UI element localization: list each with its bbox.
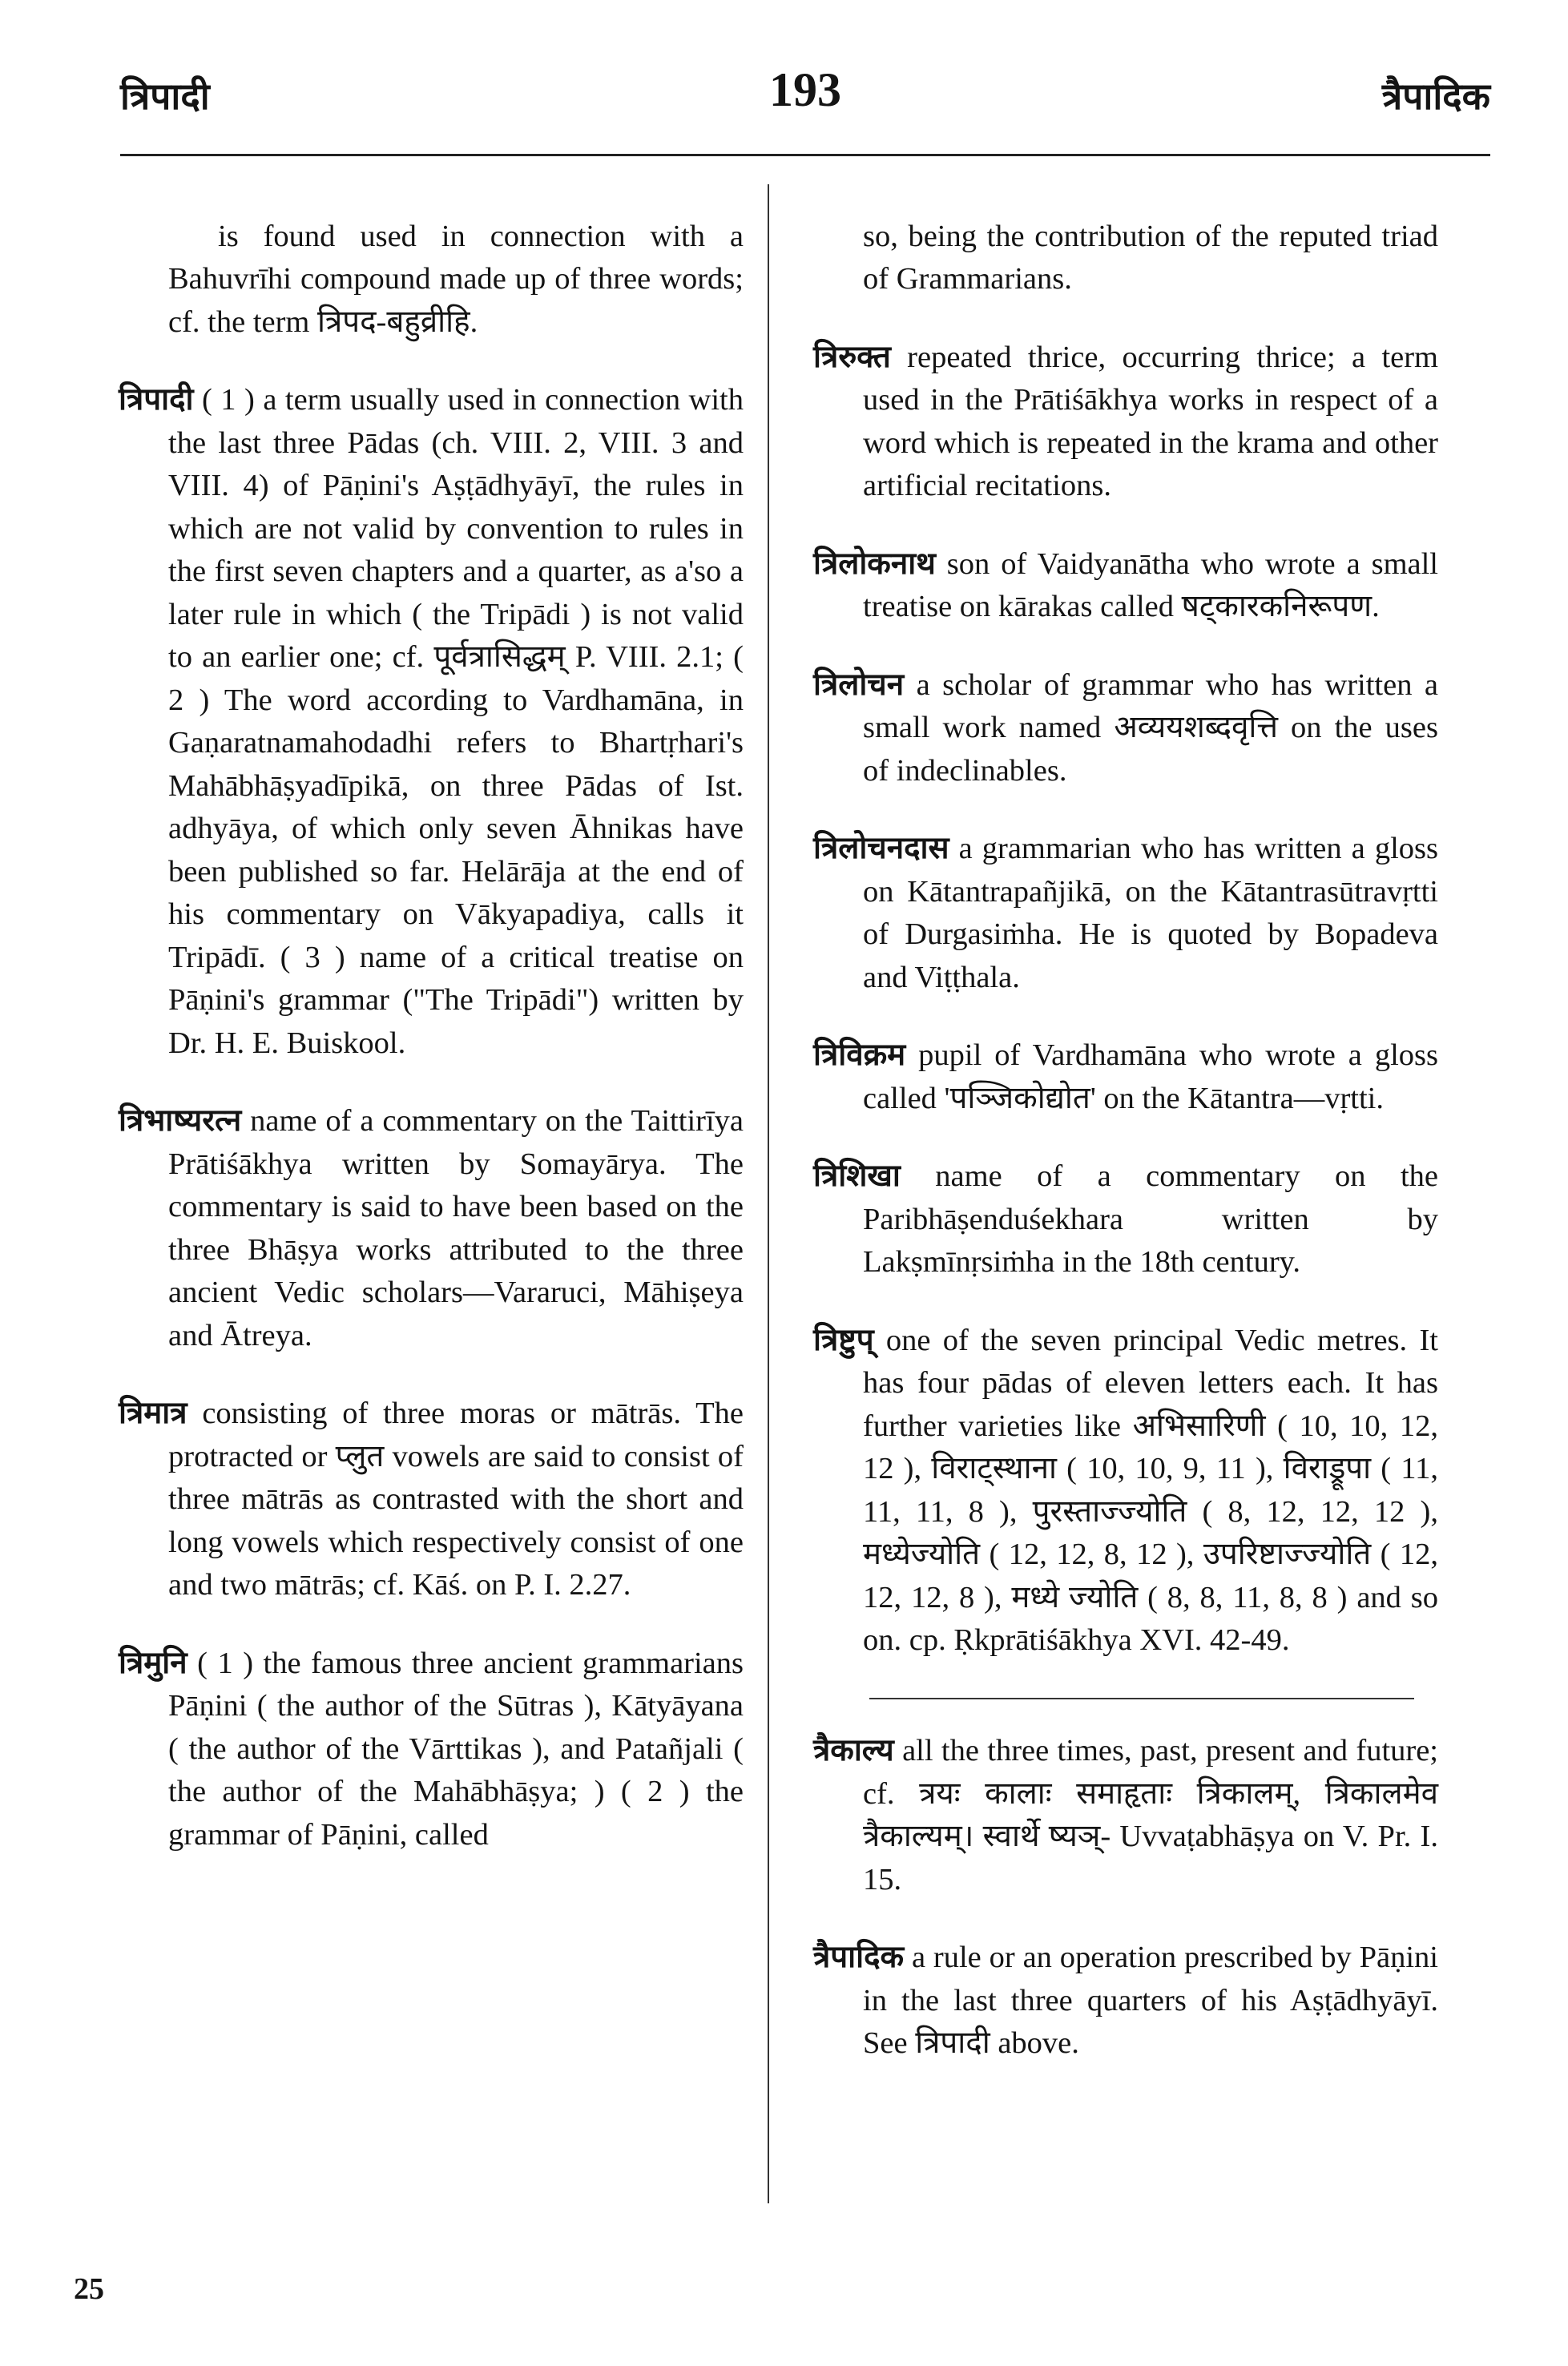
entry-text: pupil of Vardhamāna who wrote a gloss called 'पञ्जिकोद्योत' on the Kātantra—vṛtti. <box>863 1038 1438 1115</box>
entry-traipadika <box>813 1937 1438 2066</box>
entry-text: ( 1 ) a term usually used in connection with the last three Pādas (ch. VIII. 2, VIII. 3 and VIII. 4) of Pāṇini's Aṣṭādhyāyī, the rules in which are not valid by convention to rules in the first seven chapters and a quarter, as a'so a later rule in which ( the Tripādi ) is not valid to an earlier one; cf. पूर्वत्रासिद्धम् P. VIII. 2.1; ( 2 ) The word according to Vardhamāna, in Gaṇaratnamahodadhi refers to Bhartṛhari's Mahābhāṣyadīpikā, on three Pādas of Ist. adhyāya, of which only seven Āhnikas have been published so far. Helārāja at the end of his commentary on Vākyapadiya, calls it Tripādī. ( 3 ) name of a critical treatise on Pāṇini's grammar ("The Tripādi") written by Dr. H. E. Buiskool. <box>168 383 744 1060</box>
entry-headword: त्रिपादी <box>119 383 194 417</box>
entry-text: a grammarian who has written a gloss on Kātantrapañjikā, on the Kātantrasūtravṛtti of Durgasiṁha. He is quoted by Bopadeva and Viṭṭhala. <box>863 832 1438 994</box>
entry-trilokanatha <box>813 543 1438 629</box>
entry-text: son of Vaidyanātha who wrote a small treatise on kārakas called षट्कारकनिरूपण. <box>863 546 1439 623</box>
entry-text: one of the seven principal Vedic metres. It has four pādas of eleven letters each. It has further varieties like अभिसारिणी ( 10, 10, 12, 12 ), विराट्स्थाना ( 10, 10, 9, 11 ), विराड्रूपा ( 11, 11, 11, 8 ), पुरस्ताज्ज्योति ( 8, 12, 12, 12 ), मध्येज्योति ( 12, 12, 8, 12 ), उपरिष्टाज्ज्योति ( 12, 12, 12, 8 ), मध्ये ज्योति ( 8, 8, 11, 8, 8 ) and so on. cp. Ṛkprātiśākhya XVI. 42-49. <box>863 1323 1438 1657</box>
entry-continuation <box>119 216 744 345</box>
entry-trishikha <box>813 1155 1438 1284</box>
entry-separator-rule <box>869 1698 1414 1699</box>
entry-headword: त्रिरुक्त <box>813 340 891 374</box>
entry-headword: त्रिविक्रम <box>813 1038 906 1072</box>
entry-headword: त्रिभाष्यरत्न <box>119 1104 242 1138</box>
entry-text: so, being the contribution of the reputed triad of Grammarians. <box>863 219 1438 296</box>
entry-text: repeated thrice, occurring thrice; a term used in the Prātiśākhya works in respect of a word which is repeated in the krama and other artificial recitations. <box>863 340 1438 502</box>
entry-traikalya <box>813 1730 1438 1901</box>
left-column <box>119 184 744 1892</box>
header-rule <box>120 154 1490 156</box>
entry-text: consisting of three moras or mātrās. The protracted or प्लुत vowels are said to consist of three mātrās as contrasted with the short and long vowels which respectively consist of one and two mātrās; cf. Kāś. on P. I. 2.27. <box>168 1397 744 1602</box>
entry-text: name of a commentary on the Paribhāṣenduśekhara written by Lakṣmīnṛsiṁha in the 18th century. <box>863 1159 1439 1279</box>
right-column <box>813 184 1438 2101</box>
running-head-left: त्रिपादी <box>120 76 210 117</box>
entry-text: ( 1 ) the famous three ancient grammarians Pāṇini ( the author of the Sūtras ), Kātyāyana ( the author of the Vārttikas ), and Patañjali ( the author of the Mahābhāṣya; ) ( 2 ) the grammar of Pāṇini, called <box>168 1646 744 1852</box>
entry-text: is found used in connection with a Bahuvrīhi compound made up of three words; cf. the term त्रिपद-बहुव्रीहि. <box>168 219 744 339</box>
entry-headword: त्रिलोकनाथ <box>813 546 936 581</box>
entry-trivikrama <box>813 1034 1438 1120</box>
page-header <box>120 63 1490 135</box>
entry-trishtup <box>813 1320 1438 1663</box>
entry-text: name of a commentary on the Taittirīya Prātiśākhya written by Somayārya. The commentary is said to have been based on the three Bhāṣya works attributed to the three ancient Vedic scholars—Vararuci, Māhiṣeya and Ātreya. <box>168 1104 744 1352</box>
column-divider <box>768 184 769 2203</box>
entry-headword: त्रैपादिक <box>813 1941 905 1974</box>
signature-mark: 25 <box>74 2272 104 2306</box>
entry-text: all the three times, past, present and future; cf. त्रयः कालाः समाहृताः त्रिकालम्, त्रिकालमेव त्रैकाल्यम्। स्वार्थे ष्यञ्- Uvvaṭabhāṣya on V. Pr. I. 15. <box>863 1734 1438 1896</box>
entry-headword: त्रैकाल्य <box>813 1734 894 1767</box>
entry-headword: त्रिशिखा <box>813 1159 901 1193</box>
entry-continuation <box>813 216 1438 301</box>
entry-tribhashyaratna <box>119 1100 744 1357</box>
entry-headword: त्रिलोचन <box>813 667 905 702</box>
entry-trimuni <box>119 1642 744 1857</box>
running-head-right: त्रैपादिक <box>1381 76 1490 117</box>
entry-headword: त्रिष्टुप् <box>813 1323 874 1357</box>
entry-headword: त्रिलोचनदास <box>813 832 949 865</box>
entry-tripadi <box>119 379 744 1065</box>
entry-headword: त्रिमात्र <box>119 1397 187 1430</box>
entry-headword: त्रिमुनि <box>119 1646 187 1680</box>
entry-trilochanadasa <box>813 828 1438 999</box>
entry-trimatra <box>119 1393 744 1607</box>
entry-trilochana <box>813 664 1438 793</box>
entry-trirukta <box>813 337 1438 508</box>
entry-text: a scholar of grammar who has written a small work named अव्ययशब्दवृत्ति on the uses of indeclinables. <box>863 667 1439 788</box>
entry-text: a rule or an operation prescribed by Pāṇini in the last three quarters of his Aṣṭādhyāyī. See त्रिपादी above. <box>863 1941 1438 2060</box>
page-number: 193 <box>769 63 841 116</box>
